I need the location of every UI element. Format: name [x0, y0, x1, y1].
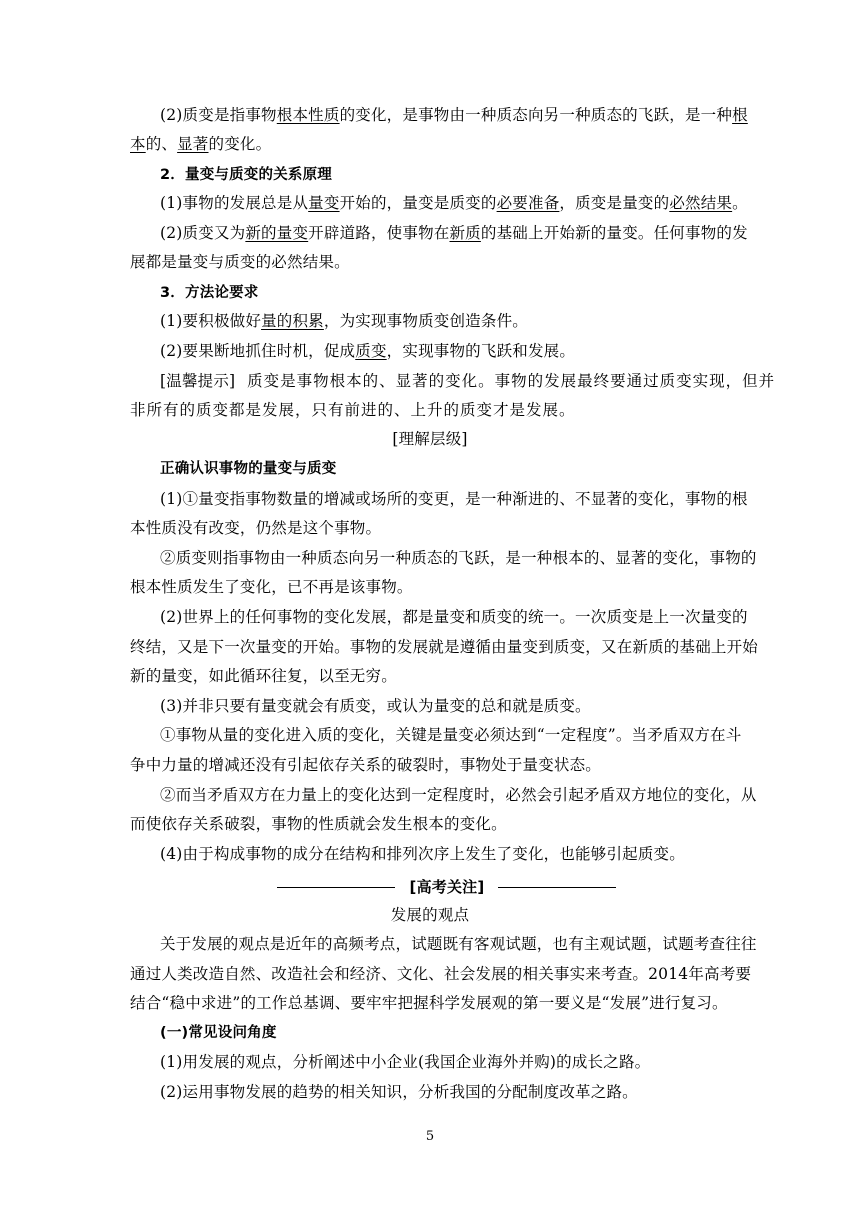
underlined-term: 根	[732, 106, 748, 124]
paragraph-line: (4)由于构成事物的成分在结构和排列次序上发生了变化，也能够引起质变。	[160, 845, 685, 863]
underlined-term: 量变	[308, 194, 340, 212]
paragraph-line: 根本性质发生了变化，已不再是该事物。	[130, 578, 413, 596]
paragraph-line: (3)并非只要有量变就会有质变，或认为量变的总和就是质变。	[160, 697, 591, 715]
section-title: 发展的观点	[390, 906, 470, 924]
section-heading: 正确认识事物的量变与质变	[160, 461, 337, 477]
paragraph-line: (1)事物的发展总是从量变开始的，量变是质变的必要准备，质变是量变的必然结果。	[160, 194, 748, 212]
paragraph-line: (1)用发展的观点，分析阐述中小企业(我国企业海外并购)的成长之路。	[160, 1053, 651, 1071]
section-heading: (一)常见设问角度	[160, 1025, 277, 1041]
tip-line: 非所有的质变都是发展，只有前进的、上升的质变才是发展。	[130, 401, 576, 419]
section-rule-left	[277, 887, 395, 888]
section-banner: [高考关注]	[409, 878, 485, 896]
paragraph-line: 终结，又是下一次量变的开始。事物的发展就是遵循由量变到质变，又在新质的基础上开始	[130, 638, 759, 656]
paragraph-line: (1)要积极做好量的积累，为实现事物质变创造条件。	[160, 312, 528, 330]
underlined-term: 必然结果	[669, 194, 733, 212]
paragraph-line: 争中力量的增减还没有引起依存关系的破裂时，事物处于量变状态。	[130, 756, 602, 774]
underlined-term: 质变	[355, 342, 387, 360]
underlined-term: 显著	[177, 135, 209, 153]
underlined-term: 新质	[449, 224, 481, 242]
paragraph-line: 通过人类改造自然、改造社会和经济、文化、社会发展的相关事实来考查。2014年高考要	[130, 965, 752, 983]
paragraph-line: 展都是量变与质变的必然结果。	[130, 253, 350, 271]
paragraph-line: (2)要果断地抓住时机，促成质变，实现事物的飞跃和发展。	[160, 342, 576, 360]
section-rule-right	[498, 887, 616, 888]
underlined-term: 本	[130, 135, 146, 153]
section-heading: 3．方法论要求	[160, 285, 259, 301]
paragraph-line: ②质变则指事物由一种质态向另一种质态的飞跃，是一种根本的、显著的变化，事物的	[160, 549, 757, 567]
paragraph-line: 新的量变，如此循环往复，以至无穷。	[130, 667, 397, 685]
paragraph-line: (2)质变是指事物根本性质的变化，是事物由一种质态向另一种质态的飞跃，是一种根	[160, 106, 748, 124]
paragraph-line: (2)质变又为新的量变开辟道路，使事物在新质的基础上开始新的量变。任何事物的发	[160, 224, 748, 242]
tip-line: [温馨提示] 质变是事物根本的、显著的变化。事物的发展最终要通过质变实现，但并	[160, 372, 776, 390]
underlined-term: 根本性质	[276, 106, 340, 124]
underlined-term: 量的积累	[261, 312, 324, 330]
paragraph-line: (2)世界上的任何事物的变化发展，都是量变和质变的统一。一次质变是上一次量变的	[160, 608, 748, 626]
paragraph-line: 本的、显著的变化。	[130, 135, 272, 153]
paragraph-line: ②而当矛盾双方在力量上的变化达到一定程度时，必然会引起矛盾双方地位的变化，从	[160, 786, 757, 804]
paragraph-line: 结合“稳中求进”的工作总基调、要牢牢把握科学发展观的第一要义是“发展”进行复习。	[130, 994, 728, 1012]
paragraph-line: 而使依存关系破裂，事物的性质就会发生根本的变化。	[130, 815, 507, 833]
underlined-term: 新的量变	[245, 224, 309, 242]
tip-label: [温馨提示]	[160, 372, 236, 390]
underlined-term: 必要准备	[496, 194, 560, 212]
paragraph-line: (1)①量变指事物数量的增减或场所的变更，是一种渐进的、不显著的变化，事物的根	[160, 490, 748, 508]
paragraph-line: (2)运用事物发展的趋势的相关知识，分析我国的分配制度改革之路。	[160, 1083, 638, 1101]
paragraph-line: 关于发展的观点是近年的高频考点，试题既有客观试题，也有主观试题，试题考查往往	[160, 935, 757, 953]
section-heading: 2．量变与质变的关系原理	[160, 167, 332, 183]
paragraph-line: ①事物从量的变化进入质的变化，关键是量变必须达到“一定程度”。当矛盾双方在斗	[160, 726, 742, 744]
page-number: 5	[425, 1129, 435, 1144]
level-label: [理解层级]	[392, 430, 468, 448]
paragraph-line: 本性质没有改变，仍然是这个事物。	[130, 519, 382, 537]
